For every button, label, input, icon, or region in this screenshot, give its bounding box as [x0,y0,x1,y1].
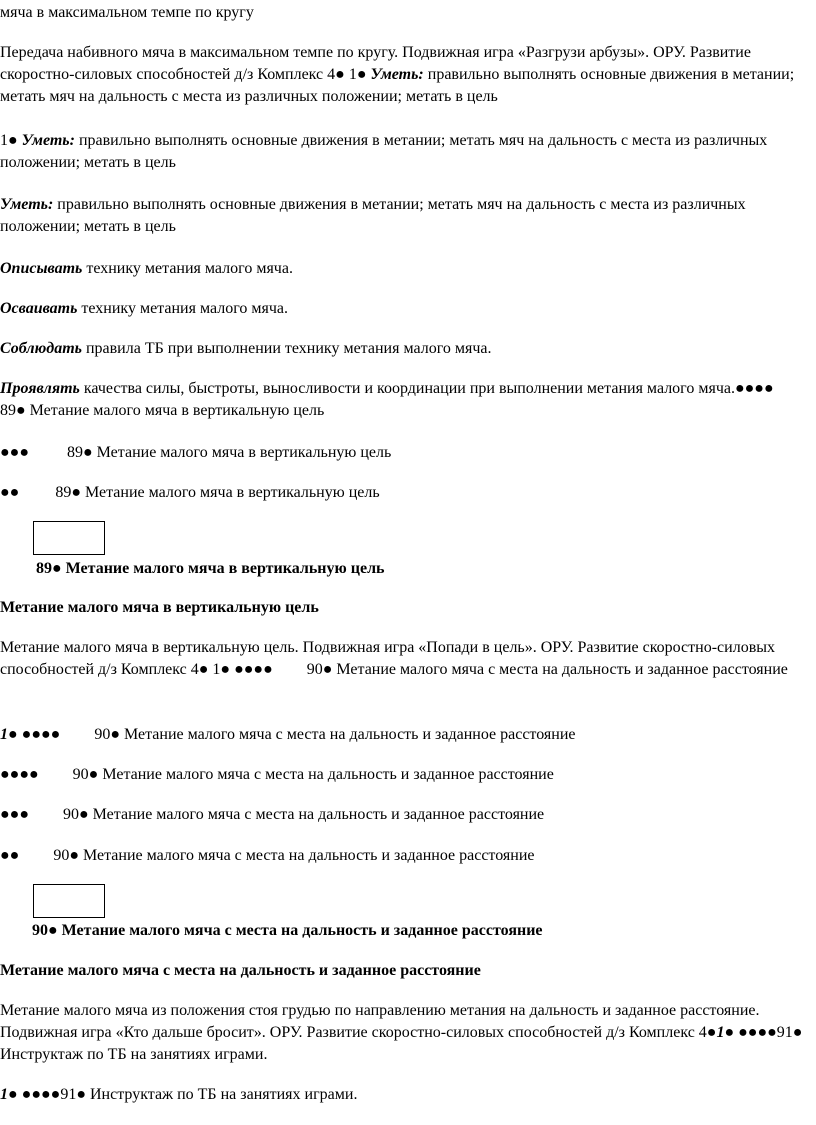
lesson-90-line-2 [0,845,812,867]
lesson-90-heading [32,920,812,942]
describe-line [0,258,812,280]
show-qualities-line [0,378,812,422]
text: 90● Метание малого мяча с места на дальность и заданное расстояние [72,766,554,783]
master-line [0,298,812,320]
lesson-90-line-3 [0,804,812,826]
lesson-90-line-5 [0,724,812,746]
empty-box [33,884,105,918]
text: 89● Метание малого мяча в вертикальную цель [0,402,325,419]
text: Метание малого мяча в вертикальную цель. Подвижная игра «Попади в цель». ОРУ. Развитие скоростно-силовых способностей д/з Комплекс 4● 1● [0,639,775,678]
text: 89● Метание малого мяча в вертикальную цель [36,560,385,577]
lesson-89-description [0,637,812,681]
observe-line [0,338,812,360]
bullet-marks: ●●● [0,806,29,823]
text: 90● Метание малого мяча с места на дальность и заданное расстояние [63,806,545,823]
text: 89● Метание малого мяча в вертикальную цель [55,484,380,501]
lesson-89-title [0,597,812,619]
text: правильно выполнять основные движения в метании; метать мяч на дальность с места из различных положении; метать в цель [0,66,795,105]
bullet-marks: 1● ●●●● [716,1024,777,1041]
text: Метание малого мяча из положения стоя грудью по направлению метания на дальность и заданное расстояние. Подвижная игра «Кто дальше бросит». ОРУ. Развитие скоростно-силовых способностей д/з Комплекс 4● [0,1002,760,1041]
bullet-marks: ●●●● [734,380,774,397]
bullet-marks: ●●●● [234,661,273,678]
bullet-marks: 1● ●●●● [0,1086,61,1103]
bullet-marks: ●●●● [0,766,39,783]
text: 90● Метание малого мяча с места на дальность и заданное расстояние [94,726,576,743]
skill-label: Уметь: [0,196,54,213]
text: качества силы, быстроты, выносливости и координации при выполнении метания малого мяча. [79,380,735,397]
lesson-88-description [0,42,812,108]
text: 89● Метание малого мяча в вертикальную цель [67,444,392,461]
lesson-89-heading [36,558,812,580]
verb-label: Проявлять [0,380,80,397]
text: Метание малого мяча с места на дальность и заданное расстояние [0,962,481,979]
bullet-marks: 1● ●●●● [0,726,61,743]
text: мяча в максимальном темпе по кругу [0,4,254,21]
bullet-marks: ●● [0,847,20,864]
text: 91● Инструктаж по ТБ на занятиях играми. [0,1024,803,1063]
empty-box [33,521,105,555]
text: Метание малого мяча в вертикальную цель [0,599,319,616]
verb-label: Осваивать [0,300,78,317]
skill-paragraph-2 [0,194,812,238]
lesson-90-line-4 [0,764,812,786]
line-ball-tempo [0,2,812,24]
verb-label: Соблюдать [0,340,82,357]
skill-label: Уметь: [21,132,75,149]
bullet-marks: ●●● [0,444,29,461]
lesson-91-line [0,1084,812,1106]
skill-paragraph-1 [0,130,812,174]
text: Передача набивного мяча в максимальном темпе по кругу. Подвижная игра «Разгрузи арбузы». ОРУ. Развитие скоростно-силовых способностей д/з Комплекс 4● 1● [0,44,751,83]
text: 1● [0,132,22,149]
lesson-90-description [0,1000,812,1066]
text: 90● Метание малого мяча с места на дальность и заданное расстояние [32,922,543,939]
bullet-marks: ●● [0,484,20,501]
text: правила ТБ при выполнении технику метания малого мяча. [81,340,492,357]
text: 90● Метание малого мяча с места на дальность и заданное расстояние [53,847,535,864]
text: правильно выполнять основные движения в метании; метать мяч на дальность с места из различных положении; метать в цель [0,132,768,171]
skill-label: Уметь: [370,66,424,83]
text: технику метания малого мяча. [77,300,288,317]
text: 90● Метание малого мяча с места на дальность и заданное расстояние [306,661,788,678]
lesson-89-line-3 [0,442,812,464]
text: 91● Инструктаж по ТБ на занятиях играми. [60,1086,358,1103]
lesson-90-title [0,960,812,982]
text: технику метания малого мяча. [82,260,293,277]
text: правильно выполнять основные движения в метании; метать мяч на дальность с места из различных положении; метать в цель [0,196,746,235]
verb-label: Описывать [0,260,83,277]
lesson-89-line-2 [0,482,812,504]
